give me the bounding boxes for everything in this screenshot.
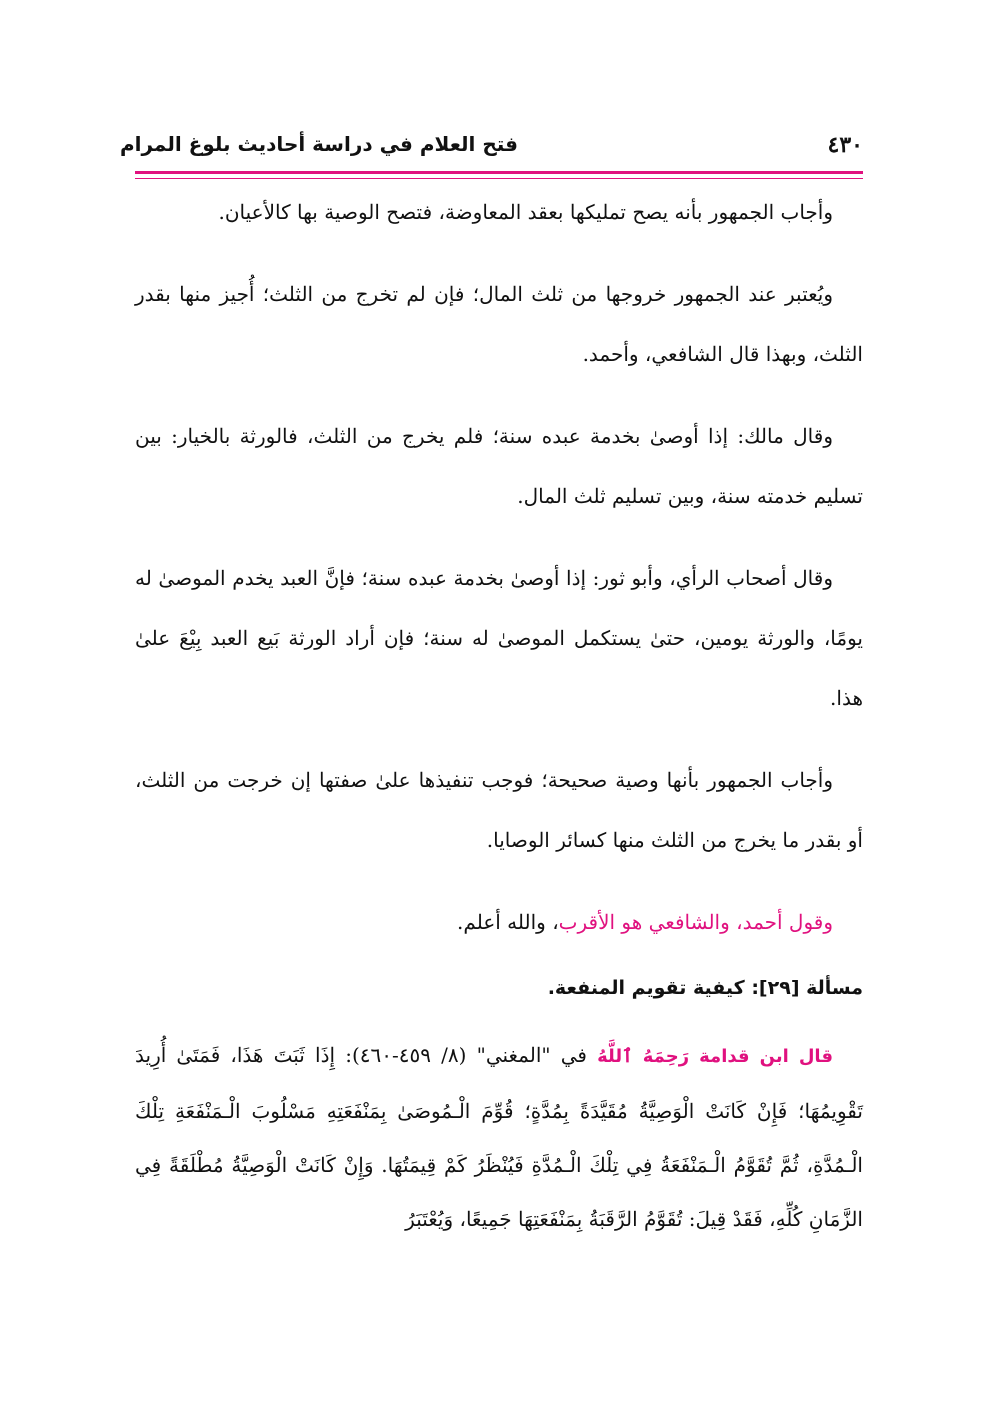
- issue-heading: مسألة [٢٩]: كيفية تقويم المنفعة.: [547, 977, 863, 999]
- running-header: [119, 128, 863, 168]
- quote-paragraph: [135, 1028, 863, 1246]
- paragraph-5: وأجاب الجمهور بأنها وصية صحيحة؛ فوجب تنفيذها علىٰ صفتها إن خرجت من الثلث، أو بقدر ما يخرج من الثلث منها كسائر الوصايا.: [135, 768, 863, 852]
- conclusion-rest: ، والله أعلم.: [457, 910, 559, 934]
- page-body: [135, 182, 863, 1246]
- paragraph-4: وقال أصحاب الرأي، وأبو ثور: إذا أوصىٰ بخدمة عبده سنة؛ فإنَّ العبد يخدم الموصىٰ له يومًا، والورثة يومين، حتىٰ يستكمل الموصىٰ له سنة؛ فإن أراد الورثة بَيع العبد بِيْعَ علىٰ هذا.: [135, 566, 863, 710]
- header-rule-thick: [135, 171, 863, 174]
- paragraph-3: وقال مالك: إذا أوصىٰ بخدمة عبده سنة؛ فلم يخرج من الثلث، فالورثة بالخيار: بين تسليم خدمته سنة، وبين تسليم ثلث المال.: [135, 424, 863, 508]
- quote-speaker: قال ابن قدامة رَحِمَهُ ٱللَّهُ: [597, 1046, 833, 1067]
- book-title: فتح العلام في دراسة أحاديث بلوغ المرام: [119, 132, 518, 156]
- conclusion-paragraph: [135, 892, 863, 952]
- quote-source: في "المغني" (٨/ ٤٥٩-٤٦٠):: [335, 1043, 598, 1067]
- quote-text: إِذَا ثَبَتَ هَذَا، فَمَتَىٰ أُرِيدَ تَقْوِيمُهَا؛ فَإِنْ كَانَتْ الْوَصِيَّةُ مُقَيَّدَةً بِمُدَّةٍ؛ قُوِّمَ الْـمُوصَىٰ بِمَنْفَعَتِهِ مَسْلُوبَ الْـمَنْفَعَةِ تِلْكَ الْـمُدَّةِ، ثُمَّ تُقَوَّمُ الْـمَنْفَعَةُ فِي تِلْكَ الْـمُدَّةِ فَيُنْظَرُ كَمْ قِيمَتُهَا. وَإِنْ كَانَتْ الْوَصِيَّةُ مُطْلَقَةً فِي الزَّمَانِ كُلِّهِ، فَقَدْ قِيلَ: تُقَوَّمُ الرَّقَبَةُ بِمَنْفَعَتِهَا جَمِيعًا، وَيُعْتَبَرُ: [135, 1043, 863, 1231]
- conclusion-highlight: وقول أحمد، والشافعي هو الأقرب: [558, 910, 833, 934]
- paragraph-1: وأجاب الجمهور بأنه يصح تمليكها بعقد المعاوضة، فتصح الوصية بها كالأعيان.: [218, 200, 833, 224]
- header-rule-thin: [135, 178, 863, 179]
- page-number: ٤٣٠: [827, 132, 863, 158]
- paragraph-2: ويُعتبر عند الجمهور خروجها من ثلث المال؛ فإن لم تخرج من الثلث؛ أُجيز منها بقدر الثلث، وبهذا قال الشافعي، وأحمد.: [135, 282, 863, 366]
